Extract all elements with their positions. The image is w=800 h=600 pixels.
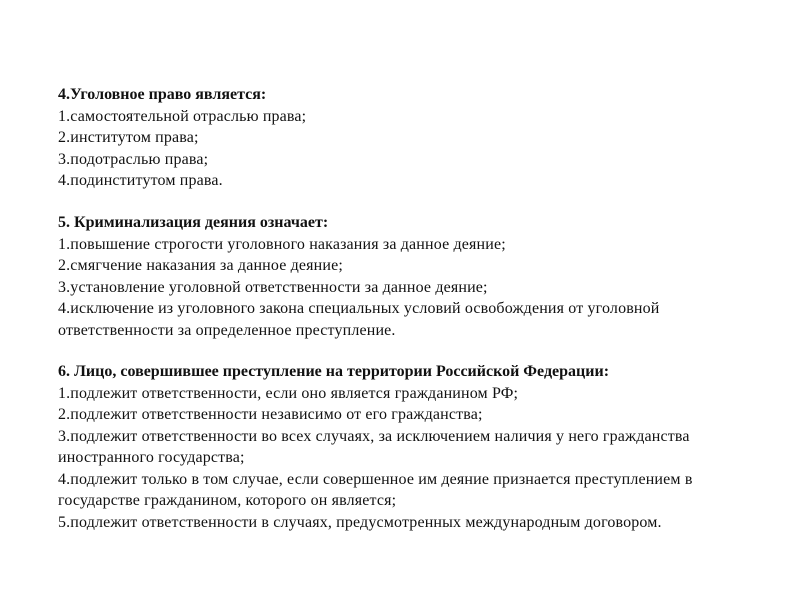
answer-option: 2.институтом права; bbox=[58, 129, 199, 146]
answer-option: 5.подлежит ответственности в случаях, предусмотренных международным договором. bbox=[58, 513, 662, 531]
answer-option: 3.подотраслью права; bbox=[58, 150, 209, 168]
question-title: 4.Уголовное право является: bbox=[58, 86, 267, 103]
question-title: 6. Лицо, совершившее преступление на территории Российской Федерации: bbox=[58, 363, 610, 380]
question-4 bbox=[58, 84, 778, 192]
answer-option: 1.подлежит ответственности, если оно является гражданином РФ; bbox=[58, 384, 519, 402]
question-title: 5. Криминализация деяния означает: bbox=[58, 214, 329, 231]
answer-option: 3.установление уголовной ответственности за данное деяние; bbox=[58, 278, 488, 296]
question-5 bbox=[58, 212, 778, 341]
answer-option: 4.подлежит только в том случае, если совершенное им деяние признается преступлением в государстве гражданином, которого он является; bbox=[58, 470, 693, 509]
answer-option: 2.смягчение наказания за данное деяние; bbox=[58, 257, 343, 274]
question-6 bbox=[58, 361, 778, 533]
answer-option: 4.подинститутом права. bbox=[58, 172, 223, 189]
answer-option: 3.подлежит ответственности во всех случаях, за исключением наличия у него гражданства иностранного государства; bbox=[58, 427, 690, 466]
answer-option: 2.подлежит ответственности независимо от его гражданства; bbox=[58, 406, 483, 423]
answer-option: 1.повышение строгости уголовного наказания за данное деяние; bbox=[58, 235, 506, 253]
answer-option: 4.исключение из уголовного закона специальных условий освобождения от уголовной ответственности за определенное преступление. bbox=[58, 300, 660, 339]
answer-option: 1.самостоятельной отраслью права; bbox=[58, 107, 307, 125]
